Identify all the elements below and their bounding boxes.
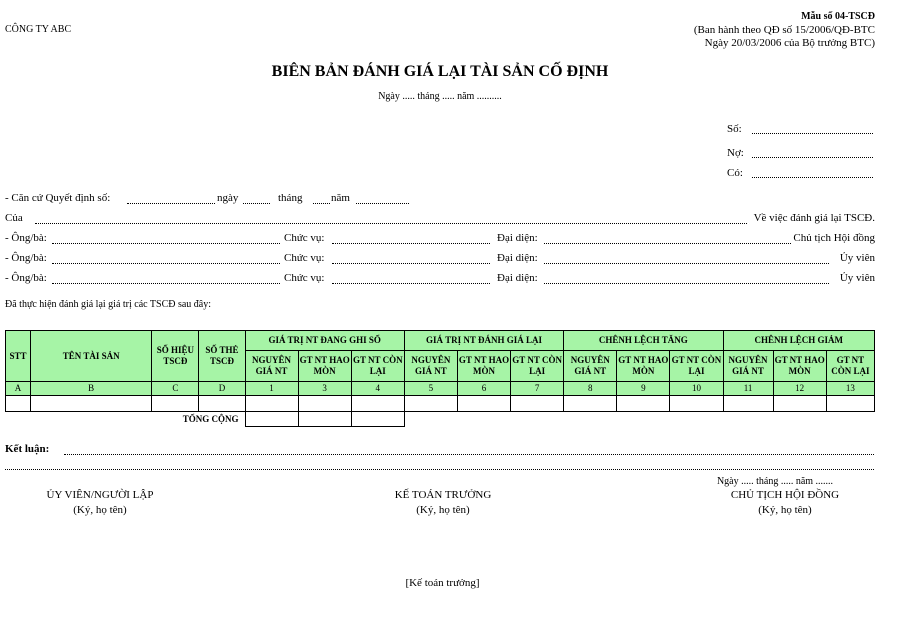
member-position-label: Chức vụ: [284,272,325,284]
letter-cell: A [6,382,31,396]
member-position-label: Chức vụ: [284,252,325,264]
table-total-row [6,412,875,427]
table-cell[interactable] [564,396,617,412]
signature-member-note: (Ký, họ tên) [73,504,127,516]
member-name-field[interactable] [52,243,280,244]
table-letter-row [6,382,875,396]
decision-label: - Căn cứ Quyết định số: [5,192,111,204]
table-cell[interactable] [773,396,826,412]
date-line: Ngày ..... tháng ..... năm .......... [378,91,502,102]
member-name-field[interactable] [52,283,280,284]
letter-cell: 5 [404,382,457,396]
member-name-field[interactable] [52,263,280,264]
table-cell[interactable] [351,396,404,412]
footer-note: [Kế toán trưởng] [405,577,480,589]
member-name-label: - Ông/bà: [5,272,47,284]
signature-date: Ngày ..... tháng ..... năm ....... [716,476,834,487]
sub-header: NGUYÊN GIÁ NT [564,351,617,382]
ledger-co-field[interactable] [752,177,873,178]
issued-line-2: Ngày 20/03/2006 của Bộ trưởng BTC) [704,37,875,49]
ledger-so-field[interactable] [752,133,873,134]
decision-month-label: tháng [278,192,303,204]
signature-accountant-note: (Ký, họ tên) [416,504,470,516]
member-role: Chủ tịch Hội đồng [793,232,875,244]
table-cell[interactable] [298,396,351,412]
decision-number-field[interactable] [127,203,215,204]
intro-text: Đã thực hiện đánh giá lại giá trị các TSCĐ sau đây: [5,299,212,310]
total-label: TỔNG CỘNG [6,412,246,427]
member-rep-field[interactable] [544,243,791,244]
member-rep-label: Đại diện: [497,272,538,284]
conclusion-field-2[interactable] [5,469,874,470]
table-cell[interactable] [31,396,152,412]
ledger-co-label: Có: [727,167,743,179]
member-position-field[interactable] [332,263,490,264]
sub-header: NGUYÊN GIÁ NT [245,351,298,382]
sub-header: GT NT HAO MÒN [457,351,510,382]
table-cell[interactable] [245,396,298,412]
ledger-no-field[interactable] [752,157,873,158]
table-cell[interactable] [617,396,670,412]
decision-day-field[interactable] [243,203,270,204]
member-role: Ủy viên [839,272,875,284]
table-row [6,396,875,412]
group-increase-header: CHÊNH LỆCH TĂNG [564,331,723,351]
letter-cell: 12 [773,382,826,396]
table-cell[interactable] [511,396,564,412]
table-cell[interactable] [152,396,199,412]
letter-cell: 4 [351,382,404,396]
col-code-header: SỐ HIỆU TSCĐ [152,331,199,382]
issued-line-1: (Ban hành theo QĐ số 15/2006/QĐ-BTC [693,24,875,36]
signature-member-title: ỦY VIÊN/NGƯỜI LẬP [46,489,154,501]
col-stt-header: STT [6,331,31,382]
decision-year-field[interactable] [356,203,409,204]
table-cell[interactable] [6,396,31,412]
conclusion-field-1[interactable] [64,454,874,455]
member-name-label: - Ông/bà: [5,232,47,244]
col-card-header: SỐ THẺ TSCĐ [199,331,245,382]
signature-accountant-title: KẾ TOÁN TRƯỞNG [394,489,492,501]
table-cell[interactable] [826,396,874,412]
table-cell[interactable] [670,396,723,412]
member-position-field[interactable] [332,283,490,284]
group-book-value-header: GIÁ TRỊ NT ĐANG GHI SỔ [245,331,404,351]
decision-day-label: ngày [217,192,239,204]
company-name: CÔNG TY ABC [5,24,72,35]
letter-cell: 11 [723,382,773,396]
decision-year-label: năm [331,192,350,204]
table-cell[interactable] [723,396,773,412]
col-name-header: TÊN TÀI SẢN [31,331,152,382]
signature-chairman-note: (Ký, họ tên) [758,504,812,516]
letter-cell: 8 [564,382,617,396]
sub-header: GT NT HAO MÒN [773,351,826,382]
table-cell[interactable] [457,396,510,412]
table-header-row-1 [6,331,875,351]
total-cell[interactable] [298,412,351,427]
ledger-no-label: Nợ: [727,147,744,159]
asset-revaluation-table [5,330,875,427]
sub-header: NGUYÊN GIÁ NT [404,351,457,382]
total-cell[interactable] [351,412,404,427]
member-rep-field[interactable] [544,283,829,284]
member-name-label: - Ông/bà: [5,252,47,264]
letter-cell: 13 [826,382,874,396]
document-title: BIÊN BẢN ĐÁNH GIÁ LẠI TÀI SẢN CỐ ĐỊNH [271,63,609,80]
sub-header: GT NT CÒN LẠI [826,351,874,382]
conclusion-label: Kết luận: [5,443,50,455]
member-position-field[interactable] [332,243,490,244]
member-rep-field[interactable] [544,263,829,264]
total-blank [404,412,874,427]
of-label: Của [5,212,23,224]
letter-cell: 3 [298,382,351,396]
letter-cell: 1 [245,382,298,396]
letter-cell: 7 [511,382,564,396]
letter-cell: 9 [617,382,670,396]
sub-header: GT NT CÒN LẠI [670,351,723,382]
letter-cell: 6 [457,382,510,396]
letter-cell: B [31,382,152,396]
total-cell[interactable] [245,412,298,427]
letter-cell: C [152,382,199,396]
form-number: Mẫu số 04-TSCĐ [801,11,875,22]
sub-header: GT NT CÒN LẠI [511,351,564,382]
sub-header: GT NT CÒN LẠI [351,351,404,382]
member-role: Ủy viên [839,252,875,264]
ledger-so-label: Số: [727,123,742,135]
letter-cell: D [199,382,245,396]
table-cell[interactable] [199,396,245,412]
decision-month-field[interactable] [313,203,330,204]
about-text: Về việc đánh giá lại TSCĐ. [753,212,875,224]
member-position-label: Chức vụ: [284,232,325,244]
letter-cell: 10 [670,382,723,396]
sub-header: GT NT HAO MÒN [298,351,351,382]
signature-chairman-title: CHỦ TỊCH HỘI ĐỒNG [730,489,840,501]
sub-header: GT NT HAO MÒN [617,351,670,382]
member-rep-label: Đại diện: [497,252,538,264]
sub-header: NGUYÊN GIÁ NT [723,351,773,382]
group-revalued-header: GIÁ TRỊ NT ĐÁNH GIÁ LẠI [404,331,563,351]
member-rep-label: Đại diện: [497,232,538,244]
of-field[interactable] [35,223,747,224]
table-cell[interactable] [404,396,457,412]
group-decrease-header: CHÊNH LỆCH GIẢM [723,331,875,351]
